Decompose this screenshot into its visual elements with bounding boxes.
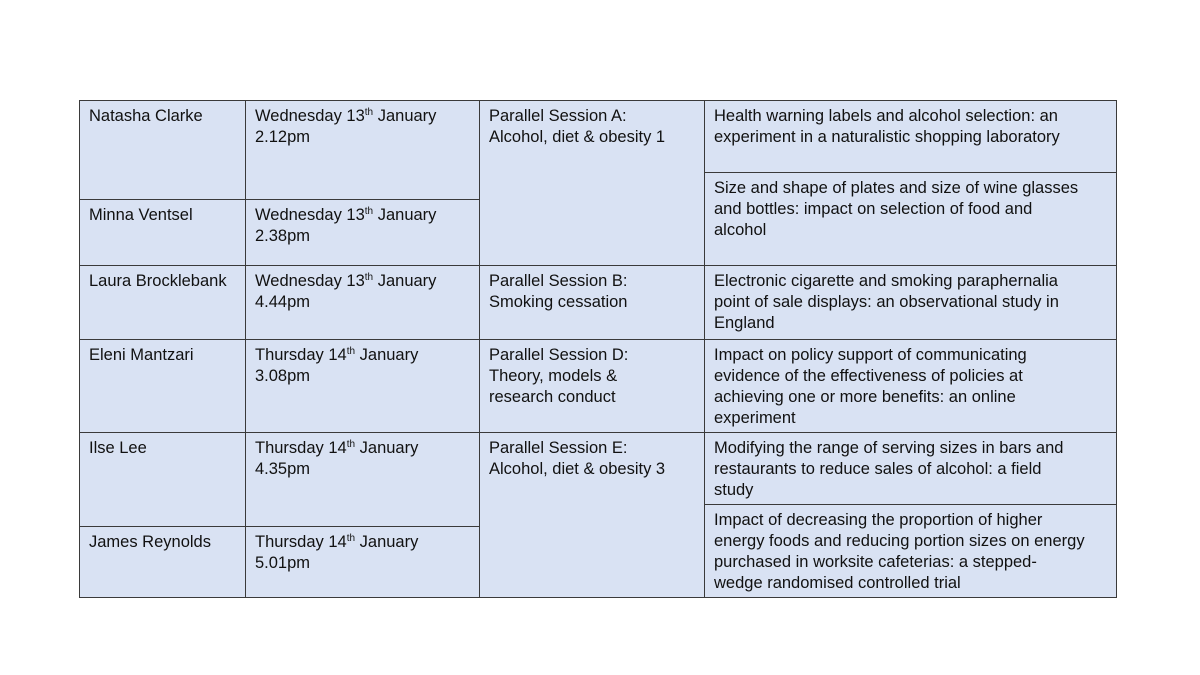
speaker-cell: Ilse Lee (80, 433, 246, 527)
session-cell: Parallel Session A: Alcohol, diet & obesity 1 (480, 101, 705, 266)
session-cell: Parallel Session B: Smoking cessation (480, 266, 705, 340)
table-row (80, 266, 1117, 340)
title-cell: Electronic cigarette and smoking paraphernalia point of sale displays: an observational study in England (705, 266, 1117, 340)
session-cell: Parallel Session E: Alcohol, diet & obesity 3 (480, 433, 705, 598)
datetime-cell: Thursday 14th January 3.08pm (246, 340, 480, 433)
speaker-cell: Minna Ventsel (80, 200, 246, 266)
title-cell: Size and shape of plates and size of wine glasses and bottles: impact on selection of food and alcohol (705, 173, 1117, 266)
session-cell: Parallel Session D: Theory, models & research conduct (480, 340, 705, 433)
speaker-cell: Eleni Mantzari (80, 340, 246, 433)
datetime-cell: Thursday 14th January 5.01pm (246, 527, 480, 598)
speaker-cell: James Reynolds (80, 527, 246, 598)
datetime-cell: Wednesday 13th January 2.12pm (246, 101, 480, 200)
table-row (80, 340, 1117, 433)
schedule-table (79, 100, 1117, 598)
datetime-cell: Wednesday 13th January 4.44pm (246, 266, 480, 340)
title-cell: Impact of decreasing the proportion of higher energy foods and reducing portion sizes on energy purchased in worksite cafeterias: a stepped- wedge randomised controlled trial (705, 505, 1117, 598)
datetime-cell: Thursday 14th January 4.35pm (246, 433, 480, 527)
speaker-cell: Natasha Clarke (80, 101, 246, 200)
title-cell: Modifying the range of serving sizes in bars and restaurants to reduce sales of alcohol: a field study (705, 433, 1117, 505)
title-cell: Impact on policy support of communicating evidence of the effectiveness of policies at achieving one or more benefits: an online experiment (705, 340, 1117, 433)
table-row (80, 433, 1117, 505)
table-row (80, 101, 1117, 173)
title-cell: Health warning labels and alcohol selection: an experiment in a naturalistic shopping laboratory (705, 101, 1117, 173)
datetime-cell: Wednesday 13th January 2.38pm (246, 200, 480, 266)
speaker-cell: Laura Brocklebank (80, 266, 246, 340)
